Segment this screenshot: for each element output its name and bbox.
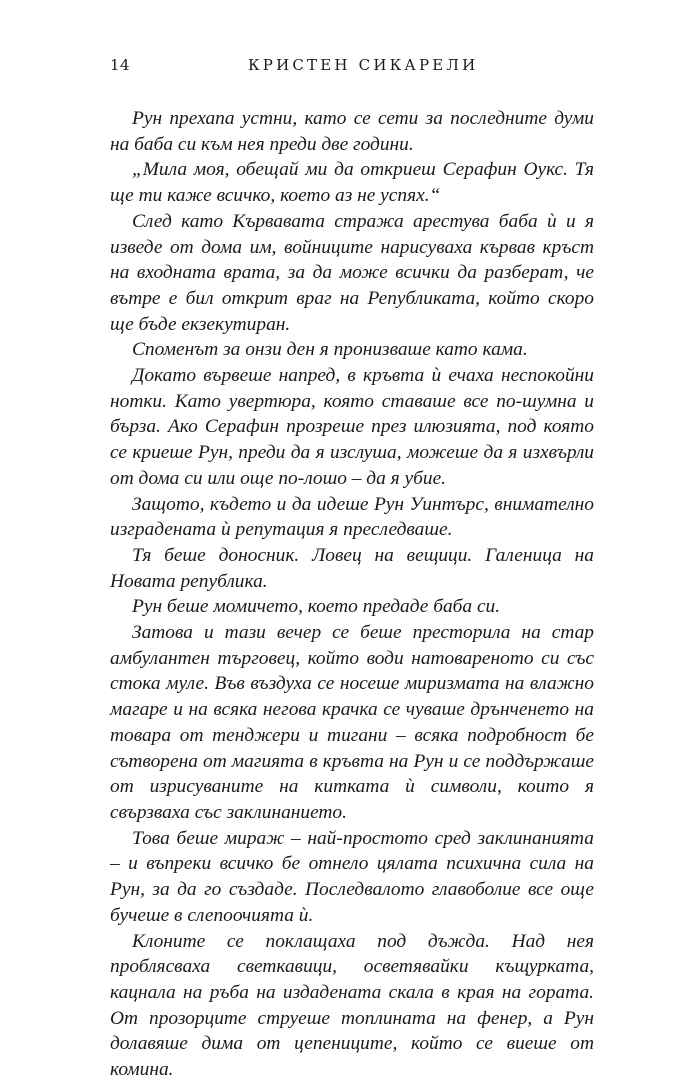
paragraph: Клоните се поклащаха под дъжда. Над нея проблясваха светкавици, осветявайки къщурката, кацнала на ръба на издадената скала в края на гората. От прозорците струеше топлината на фенер, а Рун долавяше дима от цепениците, който се виеше от комина. [110,930,594,1081]
paragraph: Споменът за онзи ден я пронизваше като кама. [132,339,528,361]
running-head [110,56,610,78]
paragraph: Докато вървеше напред, в кръвта ѝ ечаха неспокойни нотки. Като увертюра, която ставаше все по-шумна и бърза. Ако Серафин прозреше през илюзията, под която се криеше Рун, преди да я изслуша, можеше да я изхвърли от дома си или още по-лошо – да я убие. [110,365,594,489]
paragraph: Затова и тази вечер се беше престорила на стар амбулантен търговец, който води натовареното си със стока муле. Във въздуха се носеше миризмата на влажно магаре и на всяка негова крачка се чуваше дрънченето на товара от тенджери и тигани – всяка подробност бе сътворена от магията в кръвта на Рун и се поддържаше от изрисуваните на китката ѝ символи, които я свързваха със заклинанието. [110,622,594,823]
paragraph: След като Кървавата стража арестува баба ѝ и я изведе от дома им, войниците нарисуваха кървав кръст на входната врата, за да може всички да разберат, че вътре е бил открит враг на Републиката, който скоро ще бъде екзекутиран. [110,210,594,335]
paragraph: „Мила моя, обещай ми да откриеш Серафин Оукс. Тя ще ти каже всичко, което аз не успях.“ [110,159,594,207]
paragraph: Това беше мираж – най-простото сред заклинанията – и въпреки всичко бе отнело цялата психична сила на Рун, за да го създаде. Последвалото главоболие все още бучеше в слепоочията ѝ. [110,827,594,926]
author-name: КРИСТЕН СИКАРЕЛИ [248,56,479,74]
paragraph: Тя беше доносник. Ловец на вещици. Галеница на Новата република. [110,544,594,592]
paragraph: Рун беше момичето, което предаде баба си. [132,596,501,618]
paragraph: Рун прехапа устни, като се сети за последните думи на баба си към нея преди две години. [110,108,594,155]
paragraph: Защото, където и да идеше Рун Уинтърс, внимателно изградената ѝ репутация я преследваше. [110,493,594,541]
body-text [110,106,594,1083]
page-number: 14 [110,56,131,74]
